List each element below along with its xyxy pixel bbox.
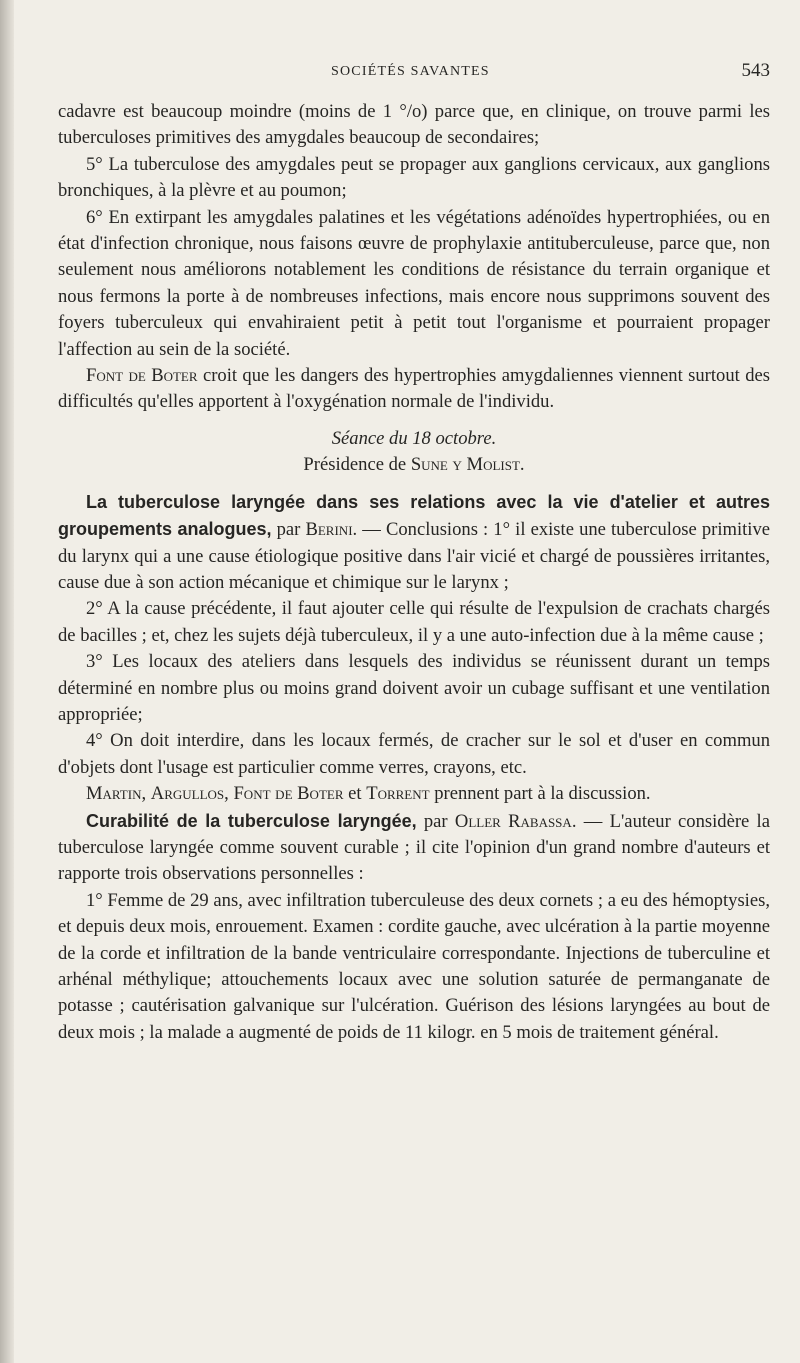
speaker-name: Font de Boter	[86, 365, 198, 387]
paragraph-font-de-boter: Font de Boter croit que les dangers des hypertrophies amygdaliennes viennent surtout des difficultés qu'elles apportent à l'oxygénation normale de l'individu.	[58, 365, 770, 413]
article-berini: La tuberculose laryngée dans ses relations avec la vie d'atelier et autres groupements analogues, par Berini. — Conclusions : 1° il existe une tuberculose primitive du larynx qui a une cause étiologique positive dans l'air vicié et chargé de poussières irritantes, cause due à son action mécanique et chimique sur le larynx ;	[58, 491, 770, 593]
page-number: 543	[741, 60, 770, 81]
paragraph-continuation: cadavre est beaucoup moindre (moins de 1 °/o) parce que, en clinique, on trouve parmi les tuberculoses primitives des amygdales beaucoup de secondaires;	[58, 101, 770, 149]
article-title: La tuberculose laryngée dans ses relations avec la vie d'atelier et autres groupements analogues,	[58, 491, 770, 540]
running-head: SOCIÉTÉS SAVANTES	[331, 64, 490, 79]
body-text	[58, 99, 770, 1046]
session-date: Séance du 18 octobre.	[331, 427, 497, 449]
paragraph-conclusion-3: 3° Les locaux des ateliers dans lesquels des individus se réunissent durant un temps déterminé en nombre plus ou moins grand doivent avoir un cubage suffisant et une ventilation appropriée;	[58, 651, 770, 725]
president-name: Sune y Molist	[410, 454, 520, 476]
page-gutter-shadow	[0, 0, 14, 1363]
article-author: Berini	[305, 519, 353, 541]
page-header	[58, 60, 770, 86]
paragraph-observation-1: 1° Femme de 29 ans, avec infiltration tuberculeuse des deux cornets ; a eu des hémoptysies, et depuis deux mois, enrouement. Examen : cordite gauche, avec ulcération à la partie moyenne de la corde et infiltration de la bande ventriculaire correspondante. Injections de tuberculine et arhénal méthylique; attouchements locaux avec une solution saturée de permanganate de potasse ; cautérisation galvanique sur l'ulcération. Guérison des lésions laryngées au bout de deux mois ; la malade a augmenté de poids de 11 kilogr. en 5 mois de traitement général.	[58, 889, 770, 1043]
paragraph-conclusion-2: 2° A la cause précédente, il faut ajouter celle qui résulte de l'expulsion de crachats chargés de bacilles ; et, chez les sujets déjà tuberculeux, il y a une auto-infection due à la même cause ;	[58, 598, 770, 646]
article-title: Curabilité de la tuberculose laryngée,	[86, 810, 417, 831]
article-oller-rabassa: Curabilité de la tuberculose laryngée, par Oller Rabassa. — L'auteur considère la tuberculose laryngée comme souvent curable ; il cite l'opinion d'un grand nombre d'auteurs et rapporte trois observations personnelles :	[58, 810, 770, 885]
paragraph-conclusion-5: 5° La tuberculose des amygdales peut se propager aux ganglions cervicaux, aux ganglions bronchiques, à la plèvre et au poumon;	[58, 153, 770, 202]
paragraph-conclusion-6: 6° En extirpant les amygdales palatines et les végétations adénoïdes hypertrophiées, ou en état d'infection chronique, nous faisons œuvre de prophylaxie antituberculeuse, parce que, non seulement nous améliorons notablement les conditions de résistance du terrain organique et nous fermons la porte à de nombreuses infections, mais encore nous supprimons souvent des foyers tuberculeux qui envahiraient petit à petit tout l'organisme et pourraient propager l'affection au sein de la société.	[58, 206, 770, 360]
article-author: Oller Rabassa	[454, 810, 572, 832]
session-presidence: Présidence de Sune y Molist.	[303, 454, 525, 476]
paragraph-conclusion-4: 4° On doit interdire, dans les locaux fermés, de cracher sur le sol et d'user en commun d'objets dont l'usage est particulier comme verres, crayons, etc.	[58, 730, 770, 778]
paragraph-discussion: Martin, Argullos, Font de Boter et Torrent prennent part à la discussion.	[86, 783, 651, 805]
